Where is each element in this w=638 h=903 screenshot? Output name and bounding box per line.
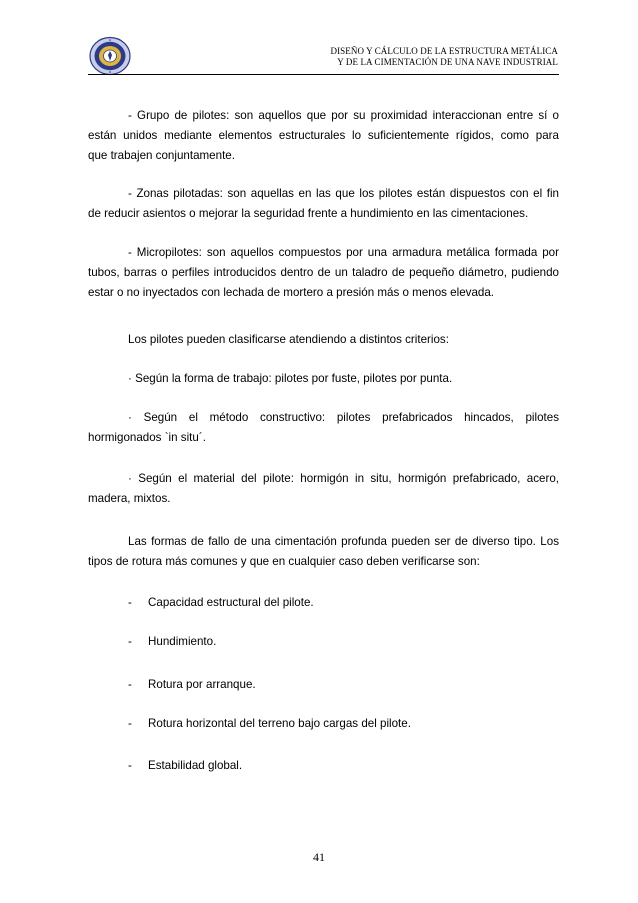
list-item [128,714,411,734]
list-item-text: Capacidad estructural del pilote. [148,596,314,609]
text-line: estar o no inyectados con lechada de mortero a presión más o menos elevada. [88,286,495,299]
list-dash: - [128,759,132,772]
list-dash: - [128,635,132,648]
running-header [330,46,558,68]
text-line: de reducir asientos o mejorar la seguridad frente a hundimiento en las cimentaciones. [88,207,529,220]
text-line: tipos de rotura más comunes y que en cualquier caso deben verificarse son: [88,555,480,568]
paragraph-classification-intro [88,330,559,350]
list-item [128,756,242,776]
text-line: tubos, barras o perfiles introducidos dentro de un taladro de pequeño diámetro, pudiendo [88,266,559,279]
list-item-text: Estabilidad global. [148,759,243,772]
paragraph-micropiles [88,243,559,303]
text-line: Los pilotes pueden clasificarse atendiendo a distintos criterios: [128,333,449,346]
header-line-2: Y DE LA CIMENTACIÓN DE UNA NAVE INDUSTRIAL [337,57,558,67]
text-line: - Micropilotes: son aquellos compuestos por una armadura metálica formada por [128,246,559,259]
text-line: están unidos mediante elementos estructurales lo suficientemente rígidos, como para [88,129,559,142]
header-rule [88,74,559,75]
text-line: que trabajen conjuntamente. [88,149,235,162]
text-line: Las formas de fallo de una cimentación profunda pueden ser de diverso tipo. Los [128,535,559,548]
list-item-text: Hundimiento. [148,635,217,648]
paragraph-piled-zones [88,184,559,224]
text-line: · Según el método constructivo: pilotes prefabricados hincados, pilotes [128,411,559,424]
text-line: hormigonados `in situ´. [88,431,206,444]
list-item [128,675,256,695]
text-line: · Según el material del pilote: hormigón in situ, hormigón prefabricado, acero, [128,472,559,485]
list-item [128,632,216,652]
list-dash: - [128,678,132,691]
paragraph-by-construction-method [88,408,559,448]
list-item-text: Rotura por arranque. [148,678,256,691]
list-dash: - [128,717,132,730]
text-line: - Zonas pilotadas: son aquellas en las que los pilotes están dispuestos con el fin [128,187,559,200]
paragraph-pile-group [88,106,559,166]
text-line: - Grupo de pilotes: son aquellos que por su proximidad interaccionan entre sí o [128,109,559,122]
page-number: 41 [313,850,325,864]
text-line: madera, mixtos. [88,492,171,505]
paragraph-by-work-mode [88,369,559,389]
paragraph-failure-modes-intro [88,532,559,572]
text-line: · Según la forma de trabajo: pilotes por fuste, pilotes por punta. [128,372,453,385]
paragraph-by-material [88,469,559,509]
list-item-text: Rotura horizontal del terreno bajo cargas del pilote. [148,717,411,730]
list-dash: - [128,596,132,609]
list-item [128,593,314,613]
university-seal-logo [88,36,132,76]
header-line-1: DISEÑO Y CÁLCULO DE LA ESTRUCTURA METÁLICA [330,46,558,56]
